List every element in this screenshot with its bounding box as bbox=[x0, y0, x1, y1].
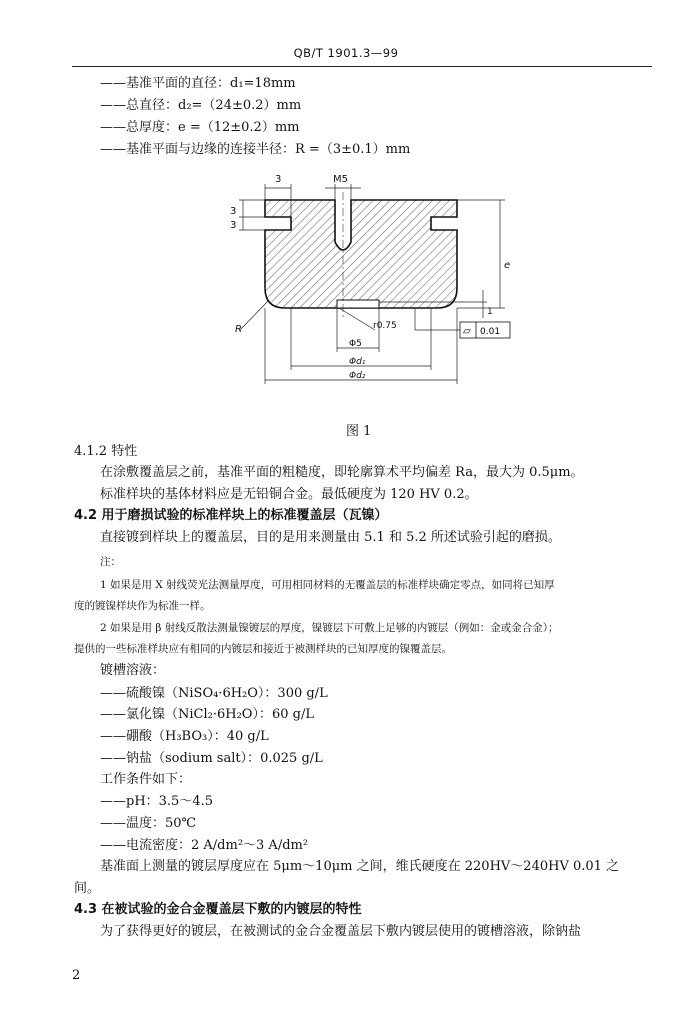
paragraph: 工作条件如下： bbox=[100, 772, 192, 787]
tolerance-value: 0.01 bbox=[480, 327, 501, 337]
section-heading: 4.1.2 特性 bbox=[74, 444, 138, 459]
note-label: 注： bbox=[100, 556, 121, 568]
dim-phid2: Φd₂ bbox=[349, 371, 366, 381]
dim-r075: r0.75 bbox=[373, 321, 397, 331]
page-number: 2 bbox=[72, 968, 81, 983]
flatness-icon: ▱ bbox=[463, 326, 471, 337]
param-line: ——基准平面的直径：d₁=18mm bbox=[100, 76, 296, 91]
figure-caption: 图 1 bbox=[346, 424, 372, 439]
flatness-tolerance-box bbox=[460, 322, 510, 338]
dim-phi5: Φ5 bbox=[349, 339, 362, 349]
dim-phid1: Φd₁ bbox=[349, 357, 366, 367]
list-item: ——钠盐（sodium salt）：0.025 g/L bbox=[100, 751, 323, 766]
note-line: 度的镀镍样块作为标准一样。 bbox=[74, 600, 211, 612]
header-rule bbox=[72, 66, 652, 67]
paragraph: 镀槽溶液： bbox=[100, 663, 166, 678]
section-heading: 4.2 用于磨损试验的标准样块上的标准覆盖层（瓦镍） bbox=[74, 508, 388, 523]
paragraph: 间。 bbox=[74, 881, 101, 896]
paragraph: 在涂敷覆盖层之前，基准平面的粗糙度，即轮廓算术平均偏差 Ra，最大为 0.5μm。 bbox=[100, 465, 584, 480]
dim-e: e bbox=[504, 260, 511, 271]
list-item: ——温度：50℃ bbox=[100, 816, 197, 831]
list-item: ——电流密度：2 A/dm²～3 A/dm² bbox=[100, 838, 309, 853]
section-heading: 4.3 在被试验的金合金覆盖层下敷的内镀层的特性 bbox=[74, 902, 362, 917]
dim-R: R bbox=[235, 324, 242, 335]
dim-3-a: 3 bbox=[230, 206, 237, 217]
paragraph: 标准样块的基体材料应是无铅铜合金。最低硬度为 120 HV 0.2。 bbox=[100, 487, 478, 502]
list-item: ——氯化镍（NiCl₂·6H₂O）：60 g/L bbox=[100, 707, 314, 722]
dim-1: 1 bbox=[487, 307, 493, 317]
param-line: ——总直径：d₂=（24±0.2）mm bbox=[100, 98, 302, 113]
dim-3-b: 3 bbox=[230, 220, 237, 231]
dim-m5: M5 bbox=[333, 174, 348, 185]
list-item: ——硫酸镍（NiSO₄·6H₂O）：300 g/L bbox=[100, 686, 328, 701]
note-line: 提供的一些标准样块应有相同的内镀层和接近于被测样块的已知厚度的镍覆盖层。 bbox=[74, 643, 452, 655]
dim-3-top: 3 bbox=[275, 174, 282, 185]
list-item: ——pH：3.5～4.5 bbox=[100, 794, 214, 809]
paragraph: 为了获得更好的镀层，在被测试的金合金覆盖层下敷内镀层使用的镀槽溶液，除钠盐 bbox=[100, 924, 582, 939]
list-item: ——硼酸（H₃BO₃）：40 g/L bbox=[100, 729, 269, 744]
technical-drawing bbox=[225, 170, 525, 400]
note-line: 1 如果是用 X 射线荧光法测量厚度，可用相同材料的无覆盖层的标准样块确定零点，如同将已知厚 bbox=[100, 579, 555, 591]
part-cross-section bbox=[265, 192, 457, 320]
note-line: 2 如果是用 β 射线反散法测量镍镀层的厚度，镍镀层下可敷上足够的内镀层（例如：金或金合金）； bbox=[100, 622, 559, 634]
param-line: ——基准平面与边缘的连接半径：R =（3±0.1）mm bbox=[100, 142, 411, 157]
param-line: ——总厚度：e =（12±0.2）mm bbox=[100, 120, 300, 135]
paragraph: 直接镀到样块上的覆盖层，目的是用来测量由 5.1 和 5.2 所述试验引起的磨损。 bbox=[100, 530, 561, 545]
paragraph: 基准面上测量的镀层厚度应在 5μm～10μm 之间，维氏硬度在 220HV～240HV 0.01 之 bbox=[100, 859, 620, 874]
page-header: QB/T 1901.3—99 bbox=[293, 46, 399, 60]
